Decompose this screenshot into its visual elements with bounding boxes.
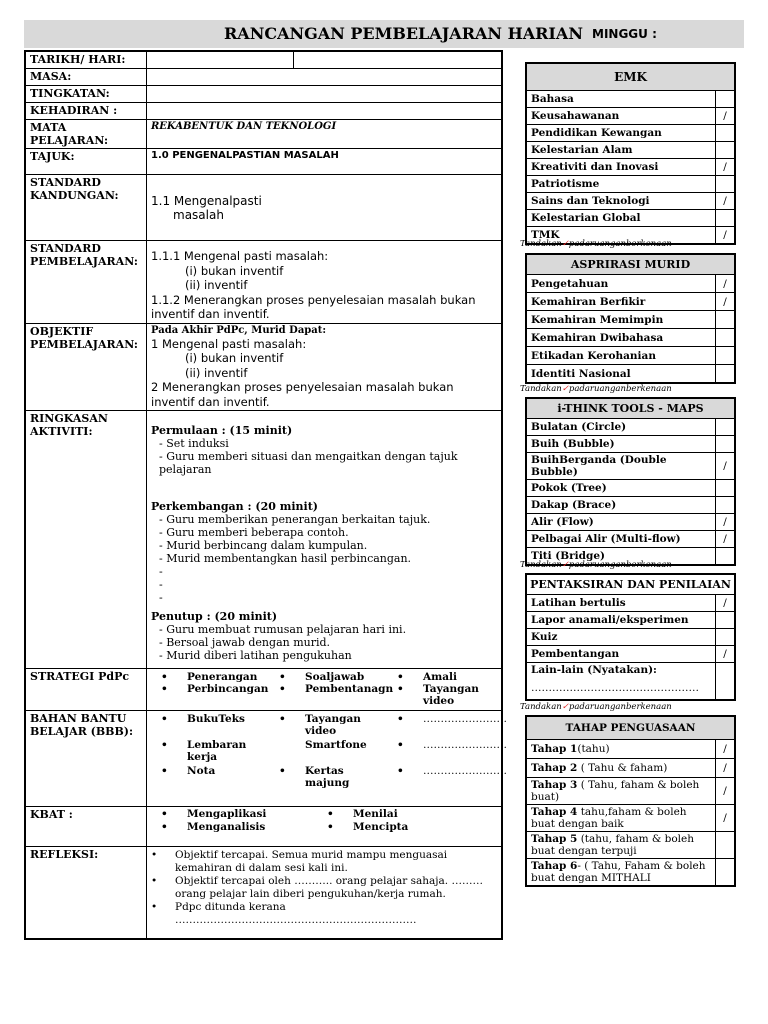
page-title: RANCANGAN PEMBELAJARAN HARIAN <box>224 24 583 43</box>
permulaan-title: Permulaan : (15 minit) <box>151 424 293 437</box>
bbb-item: …………………… <box>423 765 507 777</box>
row-aktiviti <box>25 411 502 669</box>
tick-note: Tandakan✓padaruanganberkenaan <box>520 239 672 249</box>
strategi-item: Penerangan <box>187 671 258 683</box>
refleksi-value: • Objektif tercapai. Semua murid mampu menguasai kemahiran di dalam sesi kali ini. • Objektif tercapai oleh ……….. orang pelajar sahaja. ……… orang pelajar lain diberi pengukuhan/kerja rumah. • Pdpc ditunda kerana …………………………………………………………… <box>147 847 503 939</box>
penutup-item: - Murid diberi latihan pengukuhan <box>159 649 352 662</box>
tahap-item: Tahap 5 (tahu, faham & boleh buat dengan terpuji <box>526 832 716 859</box>
pentaksiran-other-field[interactable]: ………………………………………… <box>531 682 699 694</box>
mapel-label: MATA PELAJARAN: <box>25 120 147 149</box>
pentaksiran-item: Lapor anamali/eksperimen <box>526 612 716 629</box>
aktiviti-label: RINGKASAN AKTIVITI: <box>25 411 147 669</box>
tahap-item: Tahap 2 ( Tahu & faham) <box>526 759 716 778</box>
obj-line: Pada Akhir PdPc, Murid Dapat: <box>151 324 327 336</box>
bbb-value: • BukuTeks • Tayangan video • …………………… • Lembaran kerja Smartfone • …………………… • Nota • Kertas majung • …………………… <box>147 711 503 807</box>
pentaksiran-tick[interactable]: / <box>716 595 736 612</box>
check-icon: ✓ <box>561 239 569 249</box>
emk-tick[interactable] <box>716 125 736 142</box>
sp-line: 1.1.1 Mengenal pasti masalah: <box>151 249 329 263</box>
ithink-item: BuihBerganda (Double Bubble) <box>526 453 716 480</box>
permulaan-item: - Guru memberi situasi dan mengaitkan dengan tajuk pelajaran <box>159 450 458 476</box>
tahap-tick[interactable] <box>716 832 736 859</box>
pentaksiran-other <box>526 663 716 701</box>
tahap-panel <box>525 715 736 887</box>
perkembangan-item: - Murid membentangkan hasil perbincangan. <box>159 552 412 565</box>
sp-label: STANDARD PEMBELAJARAN: <box>25 241 147 324</box>
tahap-item: Tahap 4 tahu,faham & boleh buat dengan baik <box>526 805 716 832</box>
penutup-item: - Bersoal jawab dengan murid. <box>159 636 331 649</box>
ithink-tick[interactable]: / <box>716 514 736 531</box>
sp-line: (i) bukan inventif <box>185 263 284 278</box>
strategi-item: Soaljawab <box>305 671 365 683</box>
pentaksiran-tick[interactable] <box>716 629 736 646</box>
sp-line: 1.1.2 Menerangkan proses penyelesaian masalah bukan inventif dan inventif. <box>151 292 476 321</box>
tahap-item: Tahap 1(tahu) <box>526 740 716 759</box>
kbat-item: Menganalisis <box>187 821 266 833</box>
row-masa <box>25 69 502 86</box>
emk-item: Kreativiti dan Inovasi <box>526 159 716 176</box>
pentaksiran-title: PENTAKSIRAN DAN PENILAIAN <box>526 574 735 595</box>
tick-note: Tandakan✓padaruanganberkenaan <box>520 560 672 570</box>
pentaksiran-tick[interactable] <box>716 663 736 701</box>
ithink-tick[interactable]: / <box>716 453 736 480</box>
objektif-label: OBJEKTIF PEMBELAJARAN: <box>25 323 147 411</box>
pentaksiran-item: Pembentangan <box>526 646 716 663</box>
ithink-tick[interactable] <box>716 480 736 497</box>
row-strategi <box>25 669 502 711</box>
mapel-value: REKABENTUK DAN TEKNOLOGI <box>147 120 503 149</box>
emk-item: Kelestarian Alam <box>526 142 716 159</box>
tingkatan-value[interactable] <box>147 86 503 103</box>
emk-tick[interactable] <box>716 210 736 227</box>
sk-label: STANDARD KANDUNGAN: <box>25 175 147 241</box>
tajuk-value: 1.0 PENGENALPASTIAN MASALAH <box>147 149 503 175</box>
pentaksiran-tick[interactable] <box>716 612 736 629</box>
ithink-item: Buih (Bubble) <box>526 436 716 453</box>
bbb-item: Nota <box>187 765 216 777</box>
emk-item: Sains dan Teknologi <box>526 193 716 210</box>
perkembangan-item: - <box>159 578 163 591</box>
sk-line-1: 1.1 Mengenalpasti <box>151 193 262 208</box>
check-icon: ✓ <box>561 384 569 394</box>
ithink-panel <box>525 397 736 566</box>
perkembangan-item: - Guru memberi beberapa contoh. <box>159 526 349 539</box>
kehadiran-value[interactable] <box>147 103 503 120</box>
aspirasi-tick[interactable]: / <box>716 275 736 293</box>
perkembangan-item: - <box>159 591 163 604</box>
obj-line: 2 Menerangkan proses penyelesaian masalah bukan inventif dan inventif. <box>151 380 454 409</box>
ithink-tick[interactable] <box>716 419 736 436</box>
aspirasi-item: Kemahiran Dwibahasa <box>526 329 716 347</box>
emk-item: Bahasa <box>526 91 716 108</box>
ithink-tick[interactable] <box>716 497 736 514</box>
row-objektif <box>25 323 502 411</box>
tarikh-label: TARIKH/ HARI: <box>25 51 147 69</box>
kbat-label: KBAT : <box>25 807 147 847</box>
row-tajuk <box>25 149 502 175</box>
aspirasi-tick[interactable] <box>716 365 736 384</box>
lesson-plan-table <box>24 50 507 940</box>
row-mapel <box>25 120 502 149</box>
bbb-label: BAHAN BANTU BELAJAR (BBB): <box>25 711 147 807</box>
row-kbat <box>25 807 502 847</box>
kbat-value: • Mengaplikasi • Menilai • Menganalisis • Mencipta <box>147 807 503 847</box>
row-kehadiran <box>25 103 502 120</box>
ithink-item: Alir (Flow) <box>526 514 716 531</box>
tick-note: Tandakan✓padaruanganberkenaan <box>520 702 672 712</box>
emk-tick[interactable]: / <box>716 193 736 210</box>
bbb-item: …………………… <box>423 739 507 751</box>
row-refleksi <box>25 847 502 939</box>
aspirasi-tick[interactable] <box>716 347 736 365</box>
emk-item: TMK <box>526 227 716 245</box>
emk-tick[interactable]: / <box>716 159 736 176</box>
perkembangan-item: - <box>159 565 163 578</box>
aspirasi-item: Etikadan Kerohanian <box>526 347 716 365</box>
emk-item: Patriotisme <box>526 176 716 193</box>
bbb-item: Smartfone <box>305 739 367 751</box>
tick-note: Tandakan✓padaruanganberkenaan <box>520 384 672 394</box>
bbb-item: BukuTeks <box>187 713 245 725</box>
ithink-item: Dakap (Brace) <box>526 497 716 514</box>
page-header <box>24 20 744 48</box>
aspirasi-item: Kemahiran Memimpin <box>526 311 716 329</box>
emk-tick[interactable] <box>716 91 736 108</box>
row-tarikh <box>25 51 502 69</box>
sp-value <box>147 241 503 324</box>
strategi-item: Tayangan video <box>423 683 479 707</box>
sk-value <box>147 175 503 241</box>
ithink-item: Bulatan (Circle) <box>526 419 716 436</box>
refleksi-label: REFLEKSI: <box>25 847 147 939</box>
row-sk <box>25 175 502 241</box>
emk-tick[interactable]: / <box>716 108 736 125</box>
emk-tick[interactable] <box>716 142 736 159</box>
tahap-tick[interactable]: / <box>716 759 736 778</box>
check-icon: ✓ <box>561 560 569 570</box>
tahap-item: Tahap 3 ( Tahu, faham & boleh buat) <box>526 778 716 805</box>
pentaksiran-panel <box>525 573 736 701</box>
kehadiran-label: KEHADIRAN : <box>25 103 147 120</box>
refleksi-item: Objektif tercapai. Semua murid mampu menguasai kemahiran di dalam sesi kali ini. <box>175 849 448 874</box>
obj-line: (i) bukan inventif <box>185 351 284 365</box>
ithink-tick[interactable] <box>716 548 736 566</box>
obj-line: (ii) inventif <box>185 365 248 380</box>
aspirasi-item: Kemahiran Berfikir <box>526 293 716 311</box>
ithink-item: Pokok (Tree) <box>526 480 716 497</box>
emk-item: Kelestarian Global <box>526 210 716 227</box>
strategi-label: STRATEGI PdPc <box>25 669 147 711</box>
bbb-item: …………………… <box>423 713 507 725</box>
emk-tick[interactable]: / <box>716 227 736 245</box>
tahap-tick[interactable]: / <box>716 740 736 759</box>
emk-item: Pendidikan Kewangan <box>526 125 716 142</box>
aspirasi-item: Pengetahuan <box>526 275 716 293</box>
strategi-item: Amali <box>423 671 458 683</box>
ithink-item: Pelbagai Alir (Multi-flow) <box>526 531 716 548</box>
emk-panel <box>525 62 736 245</box>
obj-line: 1 Mengenal pasti masalah: <box>151 336 307 351</box>
masa-value[interactable] <box>147 69 503 86</box>
emk-tick[interactable] <box>716 176 736 193</box>
tahap-tick[interactable]: / <box>716 805 736 832</box>
row-tingkatan <box>25 86 502 103</box>
pentaksiran-item: Kuiz <box>526 629 716 646</box>
tahap-item: Tahap 6- ( Tahu, Faham & boleh buat dengan MITHALI <box>526 859 716 887</box>
penutup-item: - Guru membuat rumusan pelajaran hari ini. <box>159 623 407 636</box>
ithink-tick[interactable]: / <box>716 531 736 548</box>
aspirasi-title: ASPRIRASI MURID <box>526 254 735 275</box>
objektif-value <box>147 323 503 411</box>
tahap-tick[interactable] <box>716 859 736 887</box>
tahap-tick[interactable]: / <box>716 778 736 805</box>
bbb-item: Kertas majung <box>305 765 350 789</box>
aspirasi-panel <box>525 253 736 384</box>
kbat-item: Menilai <box>353 808 398 820</box>
strategi-item: Pembentanagn <box>305 683 394 695</box>
masa-label: MASA: <box>25 69 147 86</box>
emk-title: EMK <box>526 63 735 91</box>
kbat-item: Mencipta <box>353 821 409 833</box>
tingkatan-label: TINGKATAN: <box>25 86 147 103</box>
check-icon: ✓ <box>561 702 569 712</box>
pentaksiran-tick[interactable]: / <box>716 646 736 663</box>
tahap-title: TAHAP PENGUASAAN <box>526 716 735 740</box>
tarikh-value[interactable] <box>147 51 503 69</box>
sp-line: (ii) inventif <box>185 278 248 292</box>
ithink-item: Titi (Bridge) <box>526 548 716 566</box>
perkembangan-item: - Murid berbincang dalam kumpulan. <box>159 539 368 552</box>
tajuk-label: TAJUK: <box>25 149 147 175</box>
emk-item: Keusahawanan <box>526 108 716 125</box>
perkembangan-title: Perkembangan : (20 minit) <box>151 500 319 513</box>
aspirasi-tick[interactable]: / <box>716 293 736 311</box>
pentaksiran-item: Latihan bertulis <box>526 595 716 612</box>
bbb-item: Lembaran kerja <box>187 739 247 763</box>
kbat-item: Mengaplikasi <box>187 808 267 820</box>
row-sp <box>25 241 502 324</box>
week-label: MINGGU : <box>592 27 657 41</box>
permulaan-item: - Set induksi <box>159 437 229 450</box>
perkembangan-item: - Guru memberikan penerangan berkaitan tajuk. <box>159 513 431 526</box>
strategi-value: • Penerangan • Soaljawab • Amali • Perbincangan • Pembentanagn • Tayangan video <box>147 669 503 711</box>
bbb-item: Tayangan video <box>305 713 361 737</box>
aktiviti-value <box>147 411 503 669</box>
refleksi-item: Objektif tercapai oleh ……….. orang pelajar sahaja. ……… orang pelajar lain diberi pengukuhan/kerja rumah. <box>175 875 483 900</box>
row-bbb <box>25 711 502 807</box>
ithink-tick[interactable] <box>716 436 736 453</box>
aspirasi-tick[interactable] <box>716 329 736 347</box>
ithink-title: i-THINK TOOLS - MAPS <box>526 398 735 419</box>
aspirasi-item: Identiti Nasional <box>526 365 716 384</box>
pentaksiran-other-label: Lain-lain (Nyatakan): <box>531 664 657 676</box>
refleksi-item: Pdpc ditunda kerana …………………………………………………………… <box>175 901 417 926</box>
aspirasi-tick[interactable] <box>716 311 736 329</box>
penutup-title: Penutup : (20 minit) <box>151 610 278 623</box>
strategi-item: Perbincangan <box>187 683 269 695</box>
sk-line-2: masalah <box>173 207 224 222</box>
